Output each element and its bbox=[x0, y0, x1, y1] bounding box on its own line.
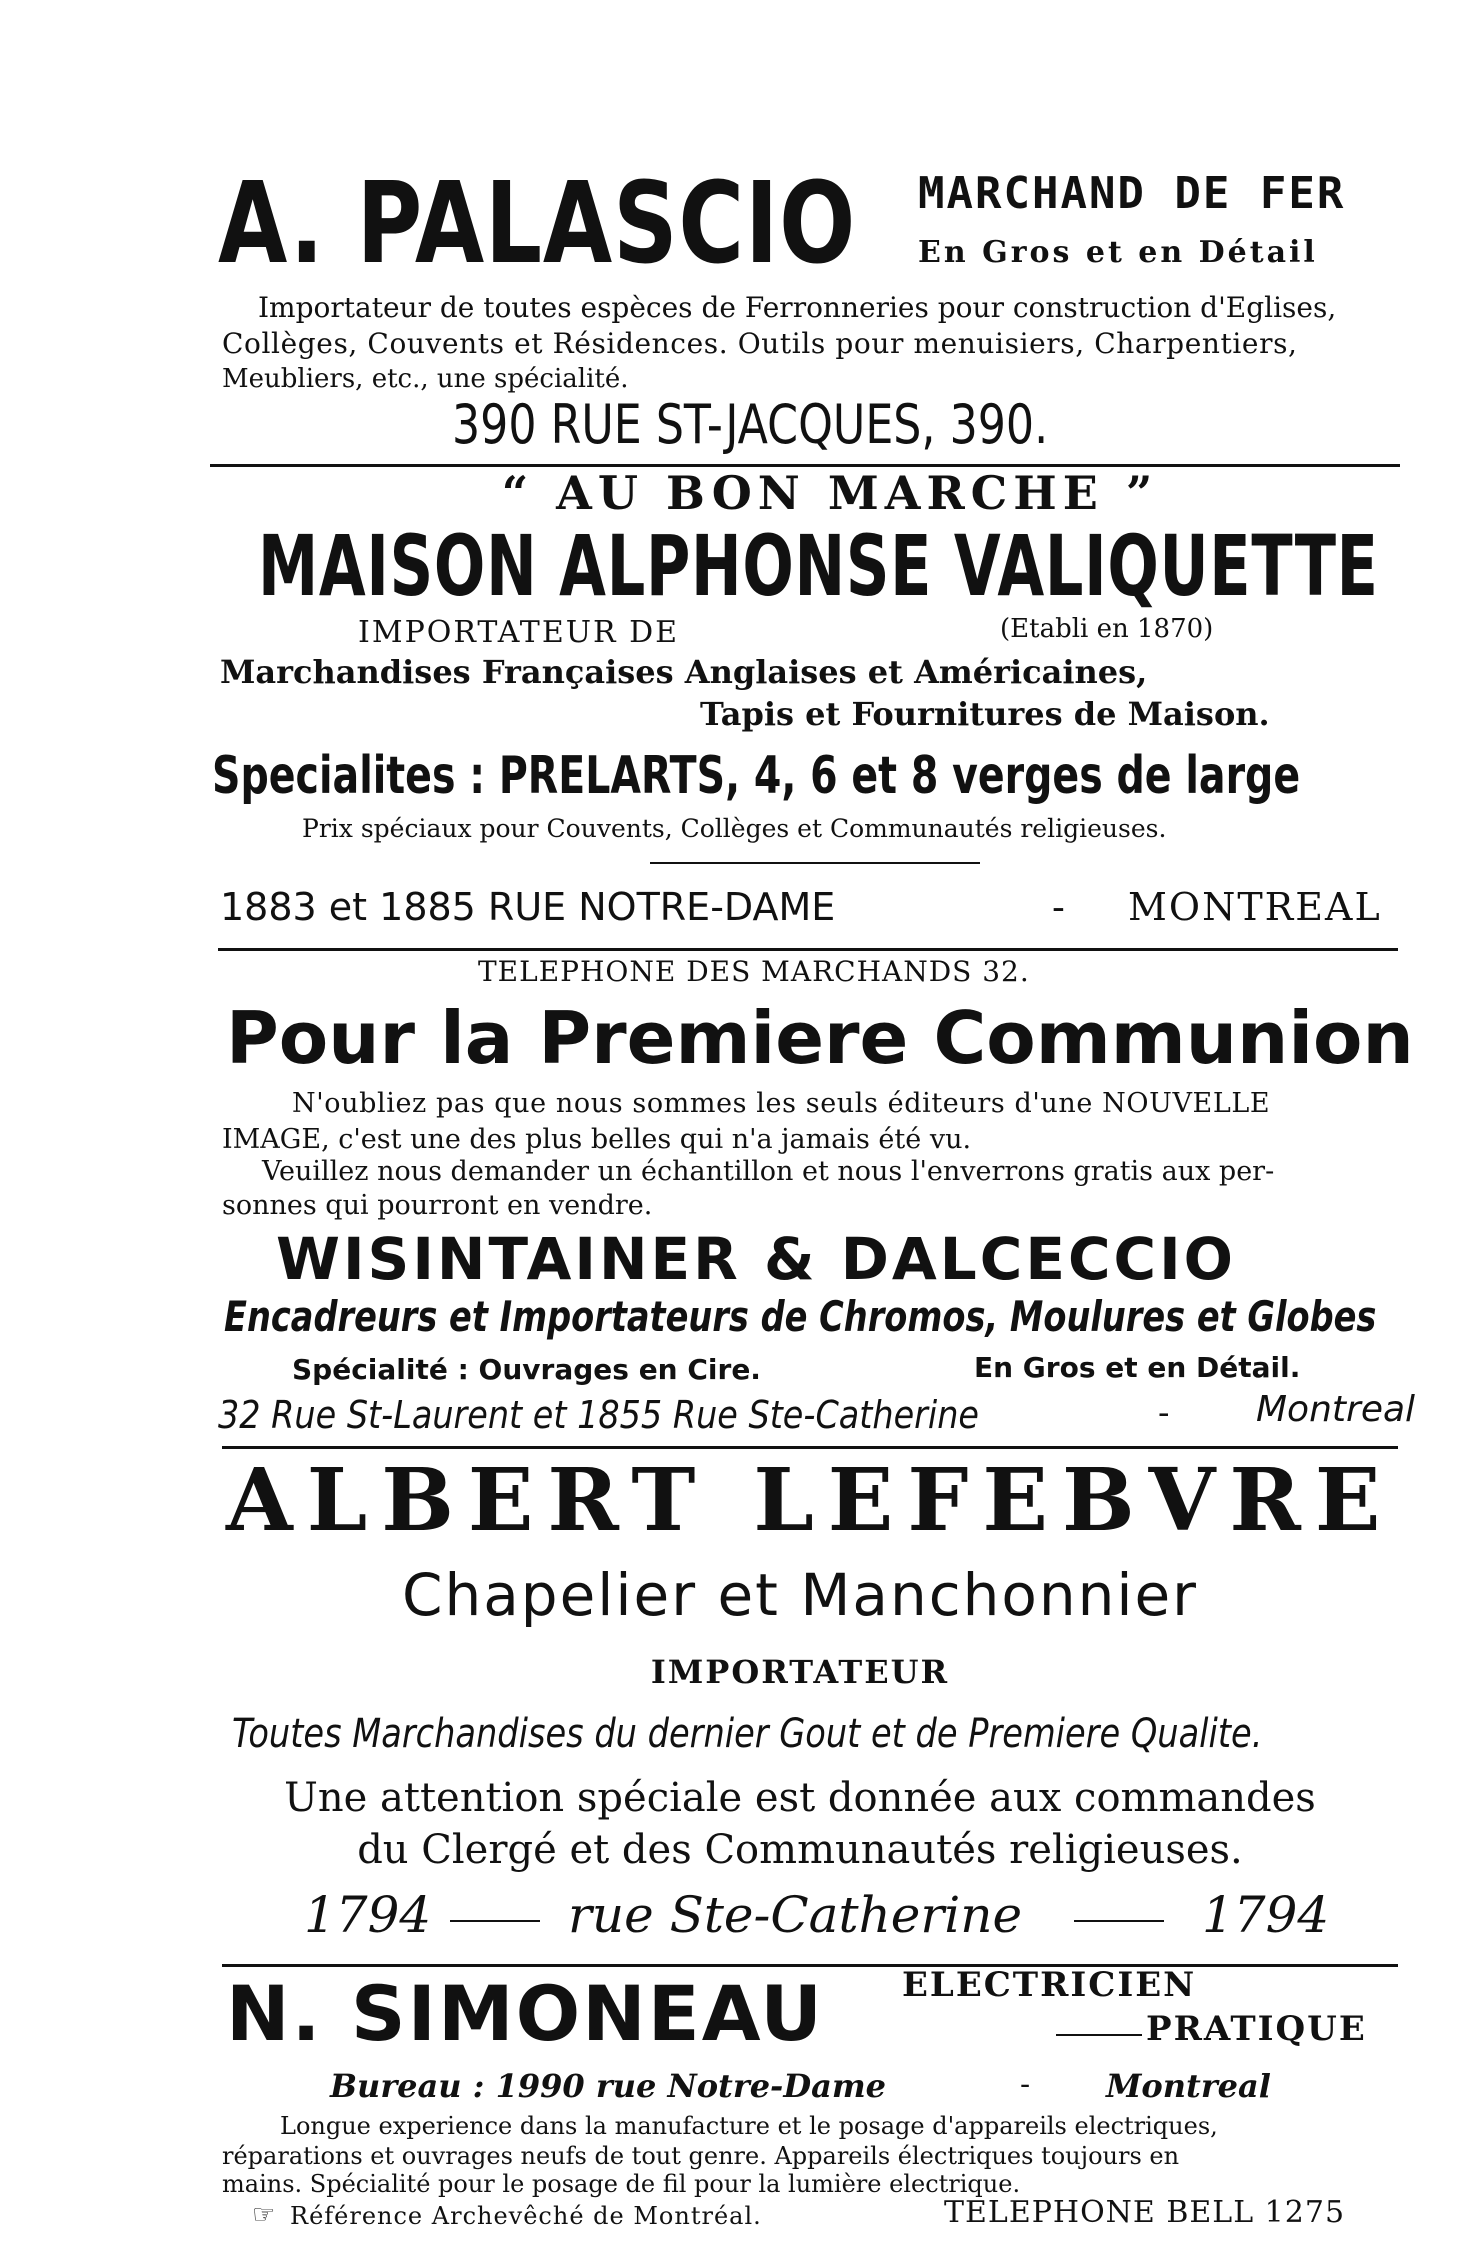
palascio-desc-line1: Importateur de toutes espèces de Ferronneries pour construction d'Eglises, bbox=[258, 291, 1337, 324]
valiquette-name: MAISON ALPHONSE VALIQUETTE bbox=[258, 517, 1379, 615]
lefebvre-quality: Toutes Marchandises du dernier Gout et de Premiere Qualite. bbox=[232, 1711, 1263, 1757]
simoneau-trade-rule bbox=[1056, 2034, 1142, 2036]
valiquette-prices: Prix spéciaux pour Couvents, Collèges et Communautés religieuses. bbox=[302, 814, 1167, 843]
divider-2 bbox=[218, 948, 1398, 951]
palascio-desc-line3: Meubliers, etc., une spécialité. bbox=[222, 364, 629, 394]
lefebvre-importer: IMPORTATEUR bbox=[650, 1653, 950, 1691]
valiquette-specialty: Specialites : PRELARTS, 4, 6 et 8 verges de large bbox=[212, 746, 1301, 806]
divider-3 bbox=[222, 1446, 1398, 1449]
wisintainer-name: WISINTAINER & DALCECCIO bbox=[276, 1225, 1236, 1293]
lefebvre-dash-left bbox=[450, 1920, 540, 1922]
lefebvre-number-left: 1794 bbox=[304, 1886, 432, 1944]
communion-line3: Veuillez nous demander un échantillon et nous l'enverrons gratis aux per- bbox=[262, 1156, 1275, 1187]
lefebvre-street: rue Ste-Catherine bbox=[568, 1886, 1023, 1944]
wisintainer-city: Montreal bbox=[1256, 1389, 1416, 1430]
simoneau-line1: Longue experience dans la manufacture et le posage d'appareils electriques, bbox=[280, 2112, 1218, 2140]
palascio-trade: MARCHAND DE FER bbox=[918, 168, 1346, 219]
wisintainer-specialty: Spécialité : Ouvrages en Cire. bbox=[292, 1353, 761, 1386]
palascio-name: A. PALASCIO bbox=[218, 159, 857, 289]
communion-line1: N'oubliez pas que nous sommes les seuls éditeurs d'une NOUVELLE bbox=[292, 1088, 1271, 1119]
communion-line2: IMAGE, c'est une des plus belles qui n'a jamais été vu. bbox=[222, 1124, 972, 1155]
palascio-desc-line2: Collèges, Couvents et Résidences. Outils pour menuisiers, Charpentiers, bbox=[222, 327, 1298, 360]
simoneau-line3: mains. Spécialité pour le posage de fil pour la lumière electrique. bbox=[222, 2170, 1021, 2198]
valiquette-address: 1883 et 1885 RUE NOTRE-DAME bbox=[220, 885, 836, 929]
lefebvre-attention-line2: du Clergé et des Communautés religieuses. bbox=[357, 1827, 1243, 1873]
valiquette-city: MONTREAL bbox=[1128, 885, 1382, 929]
pointing-hand-icon: ☞ bbox=[252, 2200, 276, 2230]
valiquette-importer: IMPORTATEUR DE bbox=[358, 615, 680, 650]
palascio-address: 390 RUE ST-JACQUES, 390. bbox=[452, 393, 1049, 456]
wisintainer-trade: Encadreurs et Importateurs de Chromos, Moulures et Globes bbox=[224, 1292, 1377, 1341]
valiquette-goods-line2: Tapis et Fournitures de Maison. bbox=[700, 695, 1270, 733]
palascio-trade-sub: En Gros et en Détail bbox=[918, 235, 1318, 270]
valiquette-established: (Etabli en 1870) bbox=[1000, 614, 1214, 644]
communion-headline: Pour la Premiere Communion bbox=[226, 996, 1414, 1080]
wisintainer-dash: - bbox=[1158, 1393, 1170, 1433]
simoneau-reference: Référence Archevêché de Montréal. bbox=[290, 2202, 762, 2230]
simoneau-dash: - bbox=[1020, 2067, 1031, 2102]
lefebvre-dash-right bbox=[1074, 1920, 1164, 1922]
valiquette-telephone: TELEPHONE DES MARCHANDS 32. bbox=[478, 955, 1030, 988]
simoneau-telephone: TELEPHONE BELL 1275 bbox=[944, 2195, 1346, 2230]
divider-4 bbox=[222, 1964, 1398, 1967]
lefebvre-trade: Chapelier et Manchonnier bbox=[402, 1561, 1198, 1629]
lefebvre-number-right: 1794 bbox=[1202, 1886, 1330, 1944]
simoneau-line2: réparations et ouvrages neufs de tout genre. Appareils électriques toujours en bbox=[222, 2142, 1180, 2170]
simoneau-name: N. SIMONEAU bbox=[226, 1969, 824, 2058]
valiquette-goods-line1: Marchandises Françaises Anglaises et Américaines, bbox=[220, 653, 1148, 691]
valiquette-dash: - bbox=[1052, 885, 1065, 929]
communion-line4: sonnes qui pourront en vendre. bbox=[222, 1190, 653, 1221]
divider-short bbox=[650, 862, 980, 864]
simoneau-trade1: ELECTRICIEN bbox=[902, 1965, 1197, 2005]
wisintainer-address: 32 Rue St-Laurent et 1855 Rue Ste-Catherine bbox=[218, 1393, 979, 1437]
simoneau-city: Montreal bbox=[1106, 2067, 1271, 2105]
simoneau-trade2: PRATIQUE bbox=[1146, 2009, 1367, 2049]
wisintainer-wholesale: En Gros et en Détail. bbox=[974, 1351, 1301, 1384]
lefebvre-name: ALBERT LEFEBVRE bbox=[226, 1450, 1395, 1551]
lefebvre-attention-line1: Une attention spéciale est donnée aux commandes bbox=[284, 1775, 1316, 1821]
simoneau-office: Bureau : 1990 rue Notre-Dame bbox=[330, 2067, 887, 2105]
valiquette-slogan: “ AU BON MARCHE ” bbox=[501, 466, 1159, 520]
